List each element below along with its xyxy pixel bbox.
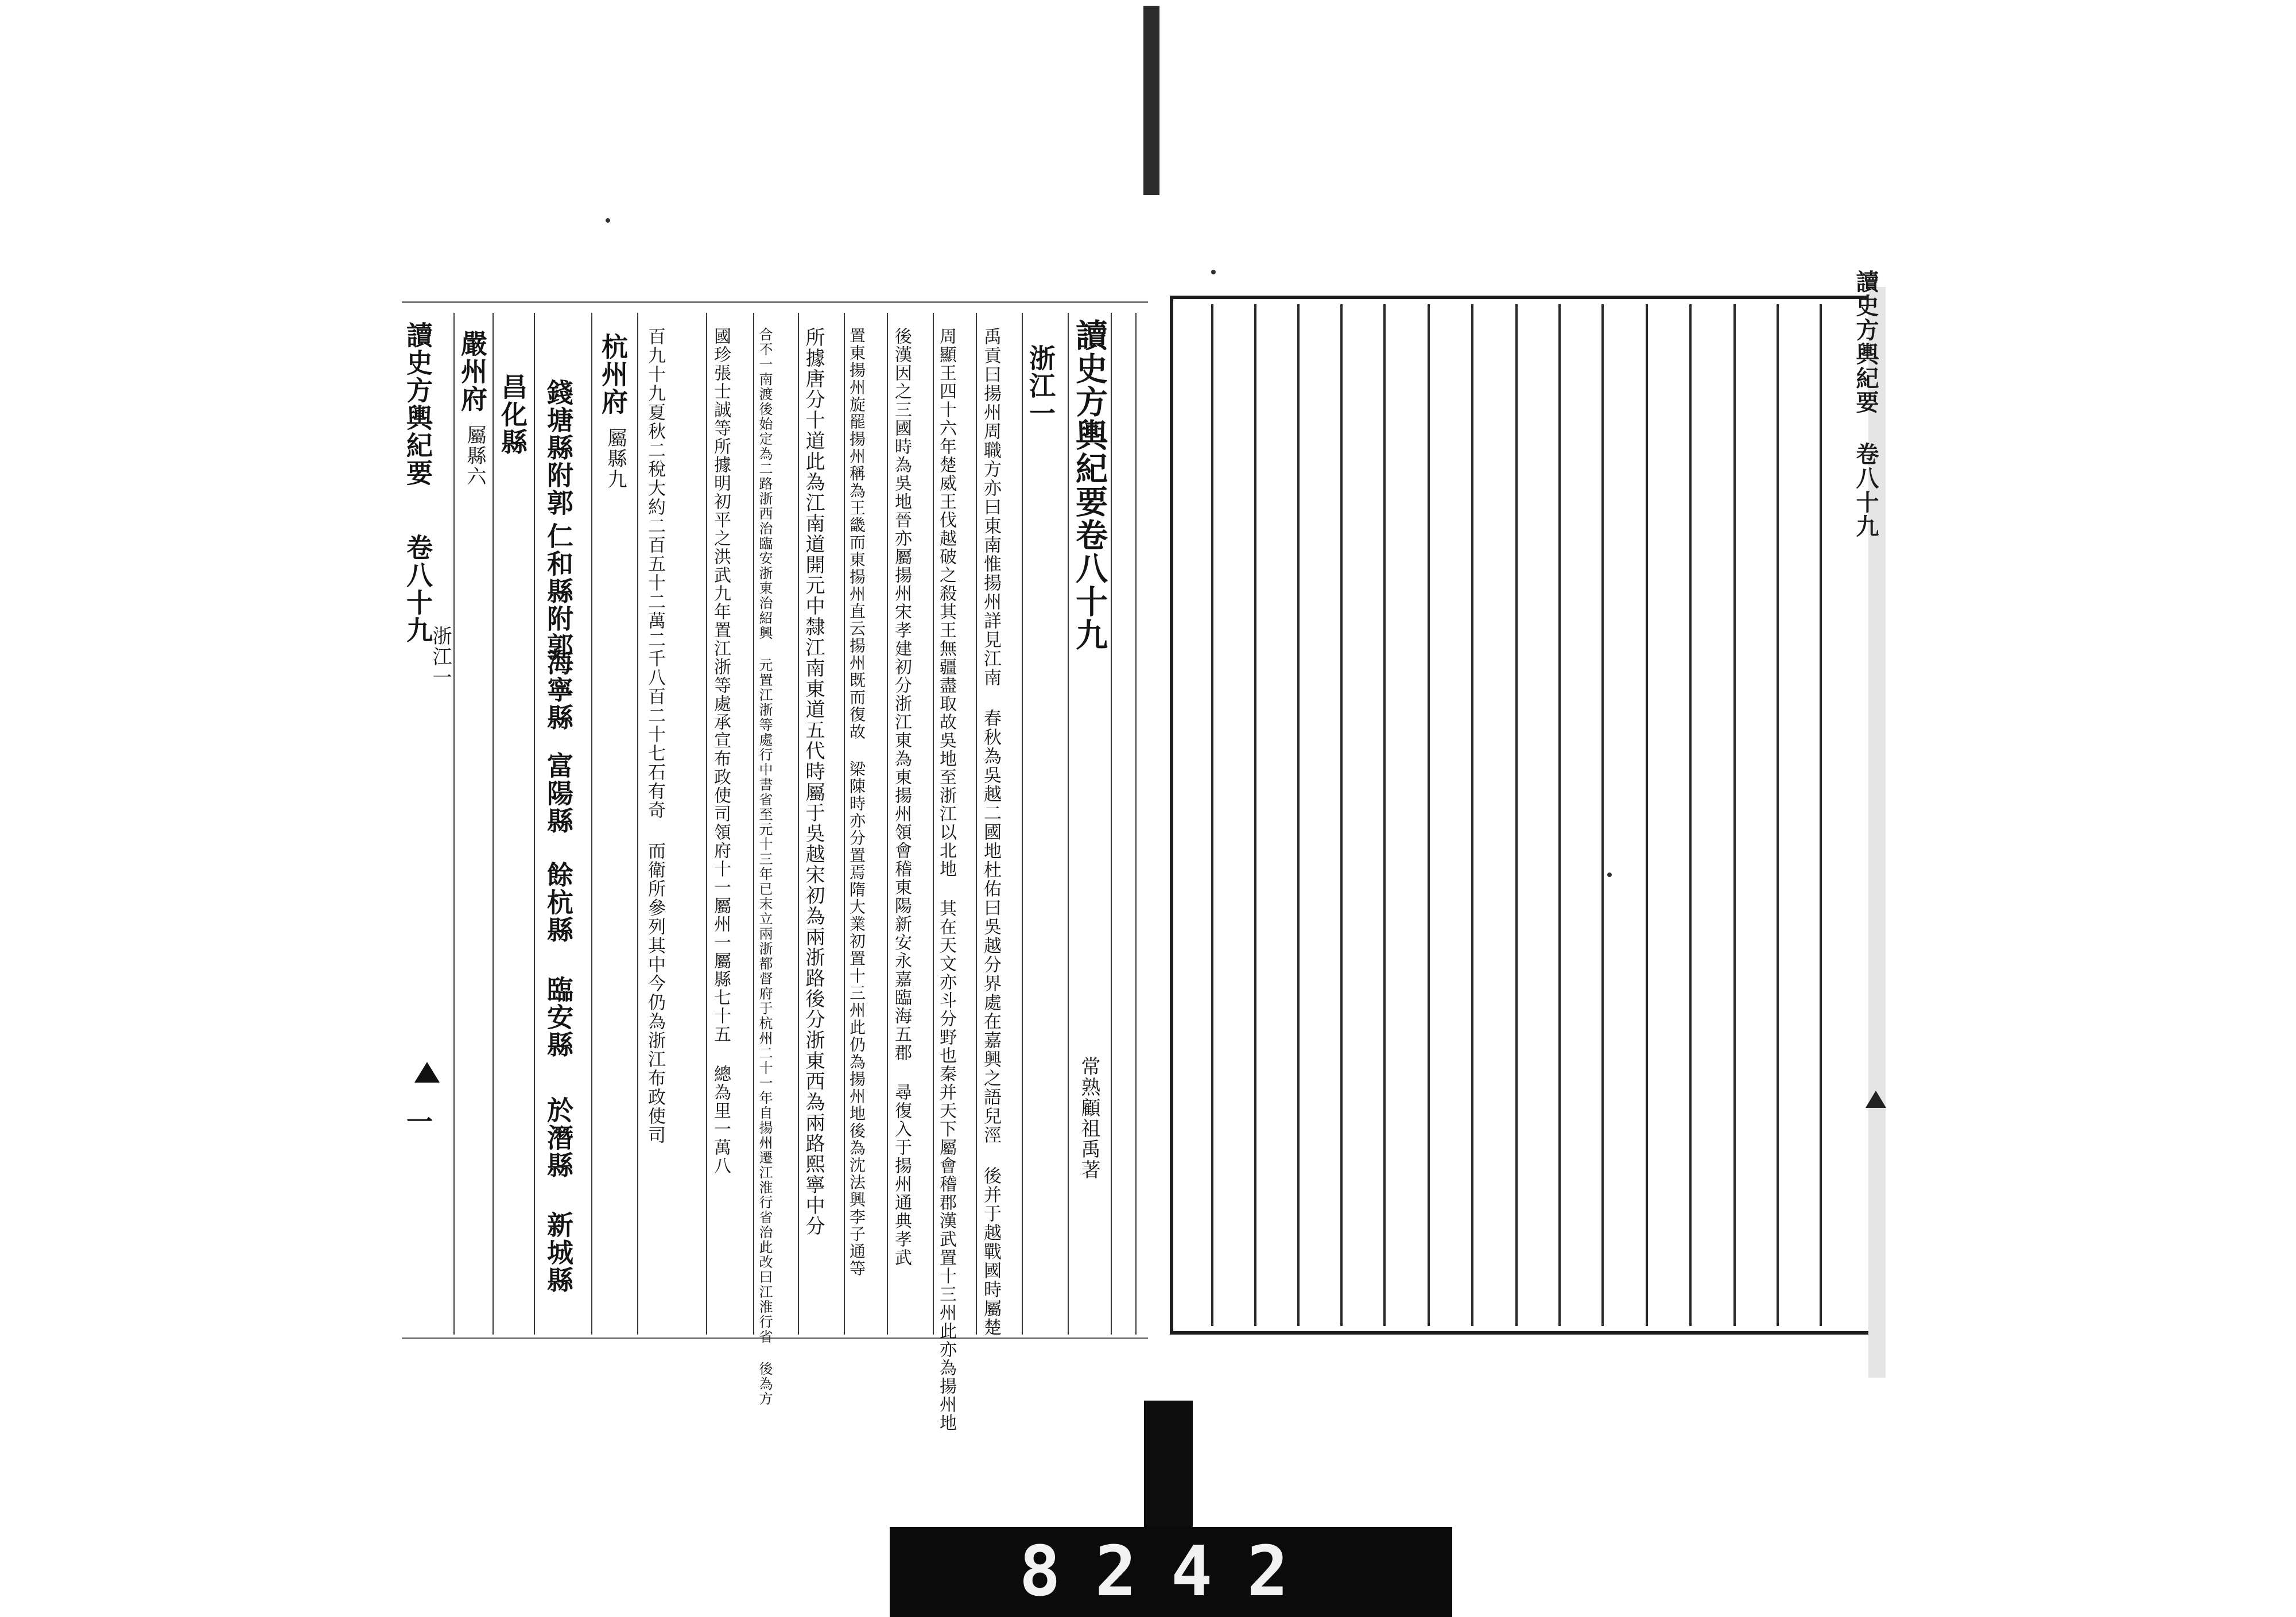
county-yuhang: 餘杭縣	[543, 861, 574, 944]
spine-volume: 卷八十九	[402, 534, 433, 644]
column-rule	[453, 313, 455, 1335]
text-column-4: 置東揚州旋罷揚州稱為王畿而東揚州直云揚州既而復故 梁陳時亦分置焉隋大業初置十三州此仍為揚州地後為沈法興李子通等	[847, 327, 866, 1277]
text-column-5: 所據唐分十道此為江南道開元中隸江南東道五代時屬于吳越宋初為兩浙路後分浙東西為兩路熙寧中分	[802, 327, 825, 1236]
section-title: 浙江一	[1025, 344, 1056, 427]
grid-line	[1254, 304, 1256, 1326]
grid-line	[1340, 304, 1343, 1326]
grid-line	[1601, 304, 1604, 1326]
grid-line	[1211, 304, 1213, 1326]
grid-line	[1383, 304, 1386, 1326]
fish-tail-mark	[414, 1062, 440, 1083]
ruled-grid-frame	[1170, 296, 1879, 1335]
grid-line	[1515, 304, 1518, 1326]
column-rule	[976, 313, 977, 1335]
text-column-3: 後漢因之三國時為吳地晉亦屬揚州宋孝建初分浙江東為東揚州領會稽東陽新安永嘉臨海五郡 尋復入于揚州通典孝武	[891, 327, 912, 1267]
grid-line	[1646, 304, 1648, 1326]
column-rule	[591, 313, 592, 1335]
column-rule	[637, 313, 638, 1335]
volume-heading: 讀史方輿紀要卷八十九	[1071, 319, 1108, 652]
fish-tail-mark-right	[1865, 1091, 1886, 1108]
text-column-1: 禹貢曰揚州周職方亦曰東南惟揚州詳見江南 春秋為吳越二國地杜佑曰吳越分界處在嘉興之語兒涇 後并于越戰國時屬楚	[980, 327, 1001, 1337]
column-rule	[844, 313, 845, 1335]
spine-title: 讀史方輿紀要	[402, 321, 433, 487]
scan-speck	[606, 218, 610, 223]
right-margin-volume: 卷八十九	[1852, 442, 1879, 538]
county-linan: 臨安縣	[543, 976, 574, 1058]
grid-line	[1297, 304, 1300, 1326]
prefecture-yanzhou-note: 屬縣六	[463, 425, 486, 487]
county-fuyang: 富陽縣	[543, 752, 574, 835]
catalog-stub	[1144, 1401, 1193, 1538]
column-rule	[706, 313, 707, 1335]
column-rule	[1022, 313, 1023, 1335]
grid-line	[1777, 304, 1779, 1326]
county-changhua: 昌化縣	[497, 373, 528, 456]
column-rule	[1135, 313, 1137, 1335]
prefecture-hangzhou: 杭州府	[598, 333, 629, 416]
scan-speck	[1211, 270, 1216, 274]
page-top-edge	[402, 301, 1148, 303]
grid-line	[1428, 304, 1430, 1326]
grid-line	[1471, 304, 1473, 1326]
spine-folio: 一	[402, 1108, 433, 1135]
grid-line	[1820, 304, 1822, 1326]
page-bottom-edge	[402, 1337, 1148, 1339]
prefecture-hangzhou-note: 屬縣九	[604, 428, 627, 490]
county-xincheng: 新城縣	[543, 1211, 574, 1294]
grid-line	[1733, 304, 1736, 1326]
text-column-2: 周顯王四十六年楚威王伐越破之殺其王無疆盡取故吳地至浙江以北地 其在天文亦斗分野也秦并天下屬會稽郡漢武置十三州此亦為揚州地	[936, 327, 956, 1432]
county-renhe: 仁和縣附郭	[543, 522, 574, 660]
text-column-6: 合不一南渡後始定為二路浙西治臨安浙東治紹興 元置江浙等處行中書省至元十三年已末立兩浙都督府于杭州二十一年自揚州遷江淮行省治此改曰江淮行省 後為方	[757, 327, 773, 1406]
column-rule	[887, 313, 888, 1335]
column-rule	[1068, 313, 1069, 1335]
column-rule	[933, 313, 934, 1335]
column-rule	[534, 313, 535, 1335]
prefecture-yanzhou: 嚴州府	[457, 330, 488, 413]
column-rule	[753, 313, 754, 1335]
author-line: 常熟顧祖禹著	[1077, 1056, 1100, 1180]
county-haining: 海寧縣	[543, 649, 574, 731]
text-column-8: 百九十九夏秋二稅大約二百五十二萬二千八百二十七石有奇 而衛所參列其中今仍為浙江布政使司	[645, 327, 665, 1145]
text-column-7: 國珍張士誠等所據明初平之洪武九年置江浙等處承宣布政使司領府十一屬州一屬縣七十五 總為里一萬八	[711, 327, 731, 1175]
catalog-number: 8242	[1019, 1532, 1323, 1612]
spine-section: 浙江一	[429, 626, 452, 688]
column-rule	[492, 313, 494, 1335]
column-rule	[1111, 313, 1112, 1335]
county-qiantang: 錢塘縣附郭	[543, 379, 574, 517]
right-margin-title: 讀史方輿紀要	[1852, 270, 1879, 414]
scan-shadow-top	[1143, 6, 1159, 195]
county-yuqian: 於潛縣	[543, 1096, 574, 1179]
column-rule	[798, 313, 799, 1335]
grid-line	[1558, 304, 1561, 1326]
grid-line	[1689, 304, 1692, 1326]
